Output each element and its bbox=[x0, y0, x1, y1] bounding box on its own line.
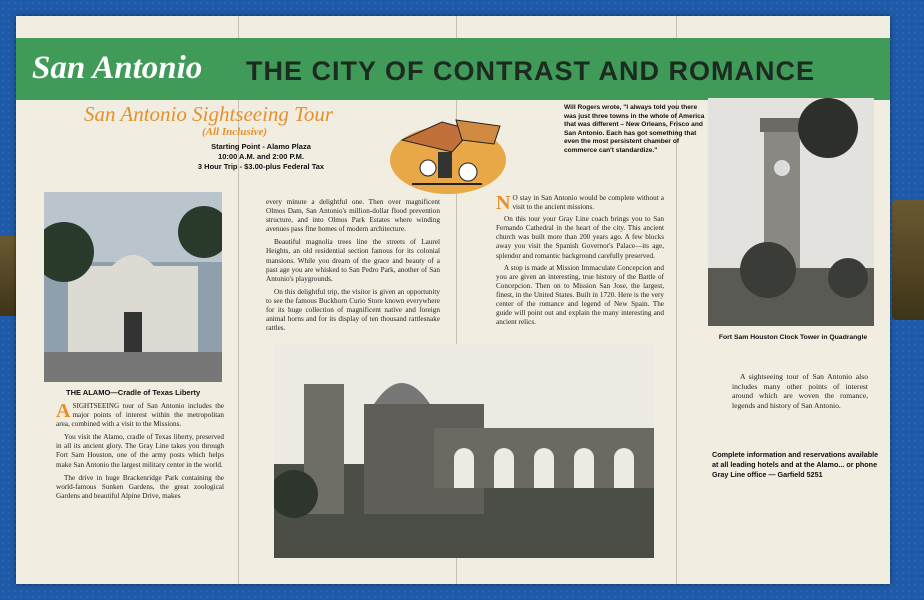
brochure bbox=[16, 16, 890, 584]
alamo-caption: THE ALAMO—Cradle of Texas Liberty bbox=[66, 388, 201, 397]
tour-detail: 3 Hour Trip - $3.00-plus Federal Tax bbox=[197, 162, 325, 171]
drop-cap: A bbox=[56, 400, 71, 422]
tour-detail: 10:00 A.M. and 2:00 P.M. bbox=[218, 152, 304, 161]
tour-subheading: (All Inclusive) bbox=[202, 126, 268, 138]
mission-san-jose-photo bbox=[274, 344, 654, 558]
alamo-para: The drive in huge Brackenridge Park containing the world-famous Sunken Gardens, the great zoological Gardens and beautiful Alpine Drive, makes bbox=[56, 473, 224, 500]
missions-text bbox=[496, 194, 664, 327]
middle-para: every minute a delightful one. Then over magnificent Olmos Dam, San Antonio's million-dollar flood prevention structure, and into Olmos Park Estates where winding avenues pass fine homes of modern architecture. bbox=[266, 198, 440, 234]
middle-para: Beautiful magnolia trees line the streets of Laurel Heights, an old residential section famous for its colonial mansions. While you dream of the grace and beauty of a past age you are whisked to San Pedro Park, another of San Antonio's playgrounds. bbox=[266, 238, 440, 283]
binder-clip-right bbox=[892, 200, 924, 320]
missions-para: A stop is made at Mission Immaculate Concepcion and you are given an interesting, true history of the Battle of Concepcion. Then on to Mission San Jose, the largest, finest, in the United States. Built in 1720. Here is the very center of the romance and legend of New Spain. The guide will point out and explain the many interesting and ancient relics. bbox=[496, 263, 664, 327]
tour-heading: San Antonio Sightseeing Tour bbox=[84, 102, 334, 126]
far-right-para: A sightseeing tour of San Antonio also includes many other points of interest around which are woven the romance, legends and history of San Antonio. bbox=[732, 372, 868, 410]
clock-tower-caption: Fort Sam Houston Clock Tower in Quadrangle bbox=[718, 334, 868, 341]
title-script: San Antonio bbox=[32, 50, 203, 86]
alamo-text bbox=[56, 402, 224, 501]
drop-cap: N bbox=[496, 192, 511, 214]
title-main: THE CITY OF CONTRAST AND ROMANCE bbox=[246, 56, 815, 86]
missions-para: On this tour your Gray Line coach brings you to San Fernando Cathedral in the heart of the city. This ancient church was built more than 200 years ago. A few blocks away you visit the Spanish Governor's Palace—its age, splendor and romantic background carefully preserved. bbox=[496, 215, 664, 260]
alamo-para: SIGHTSEEING tour of San Antonio includes the major points of interest within the metropolitan area, combined with a visit to the Missions. bbox=[56, 402, 224, 429]
alamo-photo bbox=[44, 192, 222, 382]
missions-para: O stay in San Antonio would be complete without a visit to the ancient missions. bbox=[512, 194, 664, 212]
clock-tower-photo bbox=[708, 98, 874, 326]
market-illustration bbox=[382, 100, 514, 200]
middle-para: On this delightful trip, the visitor is given an opportunity to see the famous Buckhorn Curio Store known everywhere for its huge collection of magnificent native and foreign animal horns and for its display of ten thousand rattlesnake rattles. bbox=[266, 287, 440, 333]
will-rogers-quote: Will Rogers wrote, "I always told you there was just three towns in the whole of America that was different – New Orleans, Frisco and San Antonio. Each has got something that even the most persistent chamber of commerce can't standardize." bbox=[564, 104, 705, 154]
contact-info: Complete information and reservations available at all leading hotels and at the Alamo... or phone Gray Line office — Garfield 5251 bbox=[712, 450, 879, 479]
tour-detail: Starting Point - Alamo Plaza bbox=[211, 142, 311, 151]
tour-details bbox=[166, 142, 356, 172]
alamo-para: You visit the Alamo, cradle of Texas liberty, preserved in all its ancient glory. The Gray Line takes you through Fort Sam Houston, one of the army posts which helps make San Antonio the largest military center in the world. bbox=[56, 433, 224, 469]
fold-line bbox=[676, 16, 677, 584]
middle-text bbox=[266, 198, 440, 333]
